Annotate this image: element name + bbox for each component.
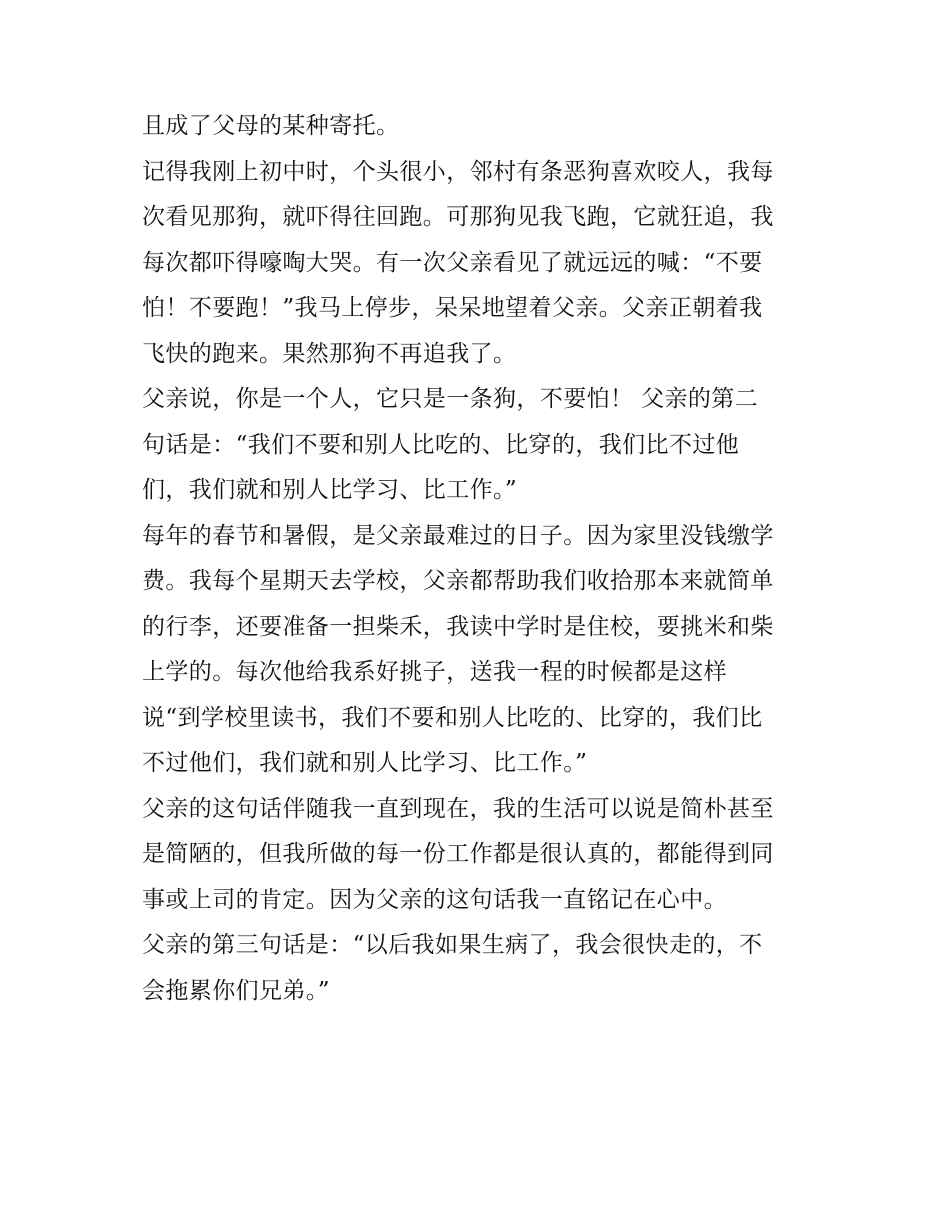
text-line: 是简陋的，但我所做的每一份工作都是很认真的，都能得到同 — [142, 841, 774, 867]
text-line: 飞快的跑来。果然那狗不再追我了。 — [142, 340, 517, 367]
text-line: 父亲的第三句话是：“以后我如果生病了，我会很快走的，不 — [142, 932, 763, 958]
text-line: 上学的。每次他给我系好挑子，送我一程的时候都是这样 — [142, 659, 727, 685]
text-line: 父亲说，你是一个人，它只是一条狗，不要怕！ 父亲的第二 — [142, 386, 759, 412]
text-line: 父亲的这句话伴随我一直到现在，我的生活可以说是简朴甚至 — [142, 795, 774, 822]
text-line: 说“到学校里读书，我们不要和别人比吃的、比穿的，我们比 — [142, 704, 763, 731]
text-line: 怕！不要跑！”我马上停步，呆呆地望着父亲。父亲正朝着我 — [142, 295, 763, 321]
text-line: 每年的春节和暑假，是父亲最难过的日子。因为家里没钱缴学 — [142, 522, 774, 549]
text-line: 次看见那狗，就吓得往回跑。可那狗见我飞跑，它就狂追，我 — [142, 204, 774, 230]
body-text — [142, 104, 822, 1014]
text-line: 记得我刚上初中时，个头很小，邻村有条恶狗喜欢咬人，我每 — [142, 158, 774, 185]
text-line: 费。我每个星期天去学校，父亲都帮助我们收拾那本来就简单 — [142, 568, 774, 594]
text-line: 事或上司的肯定。因为父亲的这句话我一直铭记在心中。 — [142, 886, 727, 913]
text-line: 不过他们，我们就和别人比学习、比工作。” — [142, 750, 588, 776]
text-line: 每次都吓得嚎啕大哭。有一次父亲看见了就远远的喊：“不要 — [142, 249, 763, 276]
text-line: 的行李，还要准备一担柴禾，我读中学时是住校，要挑米和柴 — [142, 613, 774, 640]
text-line: 们，我们就和别人比学习、比工作。” — [142, 477, 518, 503]
text-line: 且成了父母的某种寄托。 — [142, 113, 400, 139]
text-line: 句话是：“我们不要和别人比吃的、比穿的，我们比不过他 — [142, 431, 740, 458]
text-line: 会拖累你们兄弟。” — [142, 977, 330, 1004]
